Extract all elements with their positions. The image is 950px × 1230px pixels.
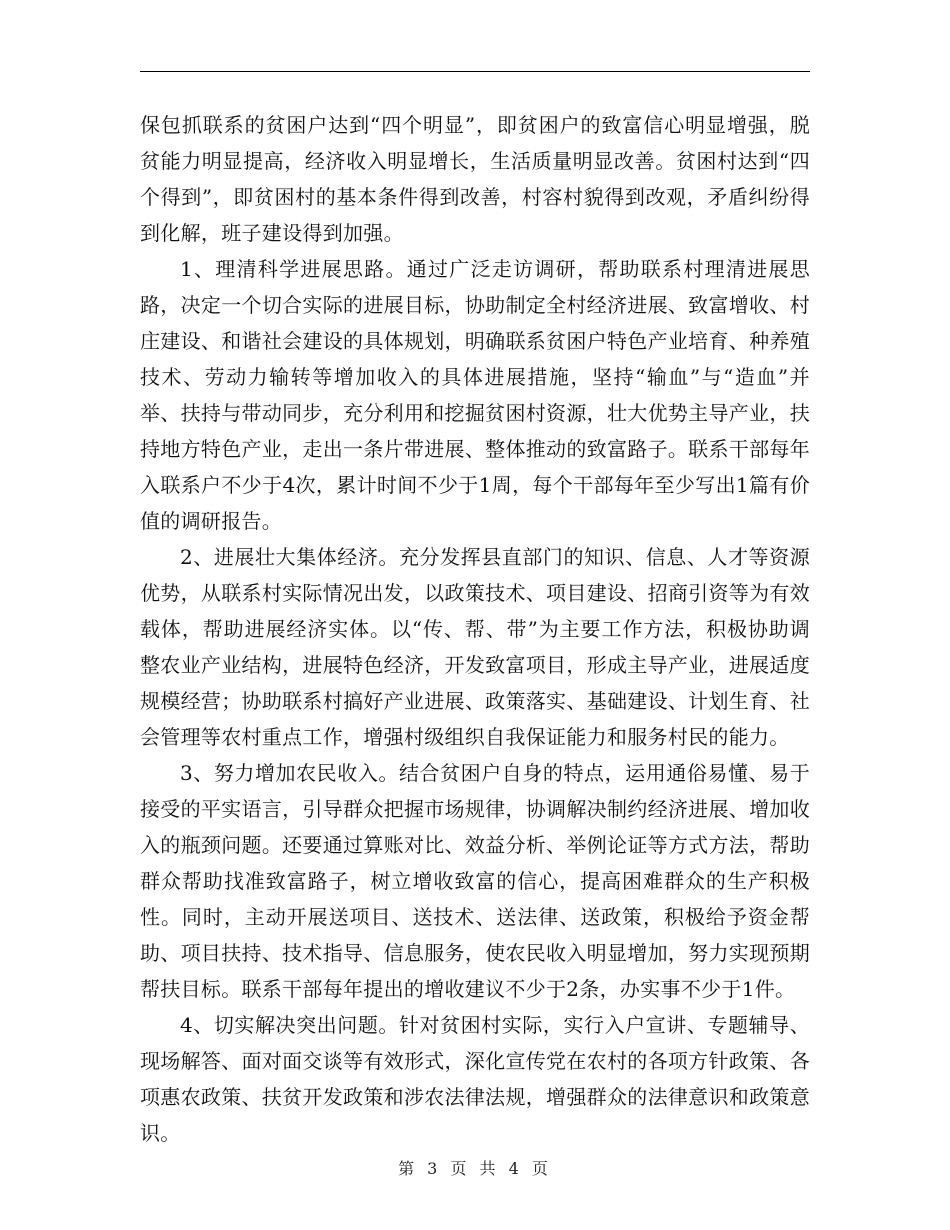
document-body: [140, 107, 810, 1151]
paragraph-continuation: 保包抓联系的贫困户达到“四个明显”，即贫困户的致富信心明显增强，脱贫能力明显提高，经济收入明显增长，生活质量明显改善。贫困村达到“四个得到”，即贫困村的基本条件得到改善，村容村貌得到改观，矛盾纠纷得到化解，班子建设得到加强。: [140, 113, 810, 245]
paragraph-section-4: 4、切实解决突出问题。针对贫困村实际，实行入户宣讲、专题辅导、现场解答、面对面交谈等有效形式，深化宣传党在农村的各项方针政策、各项惠农政策、扶贫开发政策和涉农法律法规，增强群众的法律意识和政策意识。: [140, 1013, 810, 1145]
page-number-footer: 第 3 页 共 4 页: [398, 1159, 552, 1178]
paragraph-section-2: 2、进展壮大集体经济。充分发挥县直部门的知识、信息、人才等资源优势，从联系村实际情况出发，以政策技术、项目建设、招商引资等为有效载体，帮助进展经济实体。以“传、帮、带”为主要工作方法，积极协助调整农业产业结构，进展特色经济，开发致富项目，形成主导产业，进展适度规模经营；协助联系村搞好产业进展、政策落实、基础建设、计划生育、社会管理等农村重点工作，增强村级组织自我保证能力和服务村民的能力。: [140, 545, 810, 749]
paragraph-section-3: 3、努力增加农民收入。结合贫困户自身的特点，运用通俗易懂、易于接受的平实语言，引导群众把握市场规律，协调解决制约经济进展、增加收入的瓶颈问题。还要通过算账对比、效益分析、举例论证等方式方法，帮助群众帮助找准致富路子，树立增收致富的信心，提高困难群众的生产积极性。同时，主动开展送项目、送技术、送法律、送政策，积极给予资金帮助、项目扶持、技术指导、信息服务，使农民收入明显增加，努力实现预期帮扶目标。联系干部每年提出的增收建议不少于2条，办实事不少于1件。: [140, 761, 810, 1001]
paragraph-section-1: 1、理清科学进展思路。通过广泛走访调研，帮助联系村理清进展思路，决定一个切合实际的进展目标，协助制定全村经济进展、致富增收、村庄建设、和谐社会建设的具体规划，明确联系贫困户特色产业培育、种养殖技术、劳动力输转等增加收入的具体进展措施，坚持“输血”与“造血”并举、扶持与带动同步，充分利用和挖掘贫困村资源，壮大优势主导产业，扶持地方特色产业，走出一条片带进展、整体推动的致富路子。联系干部每年入联系户不少于4次，累计时间不少于1周，每个干部每年至少写出1篇有价值的调研报告。: [140, 257, 810, 533]
header-rule: [140, 71, 810, 72]
